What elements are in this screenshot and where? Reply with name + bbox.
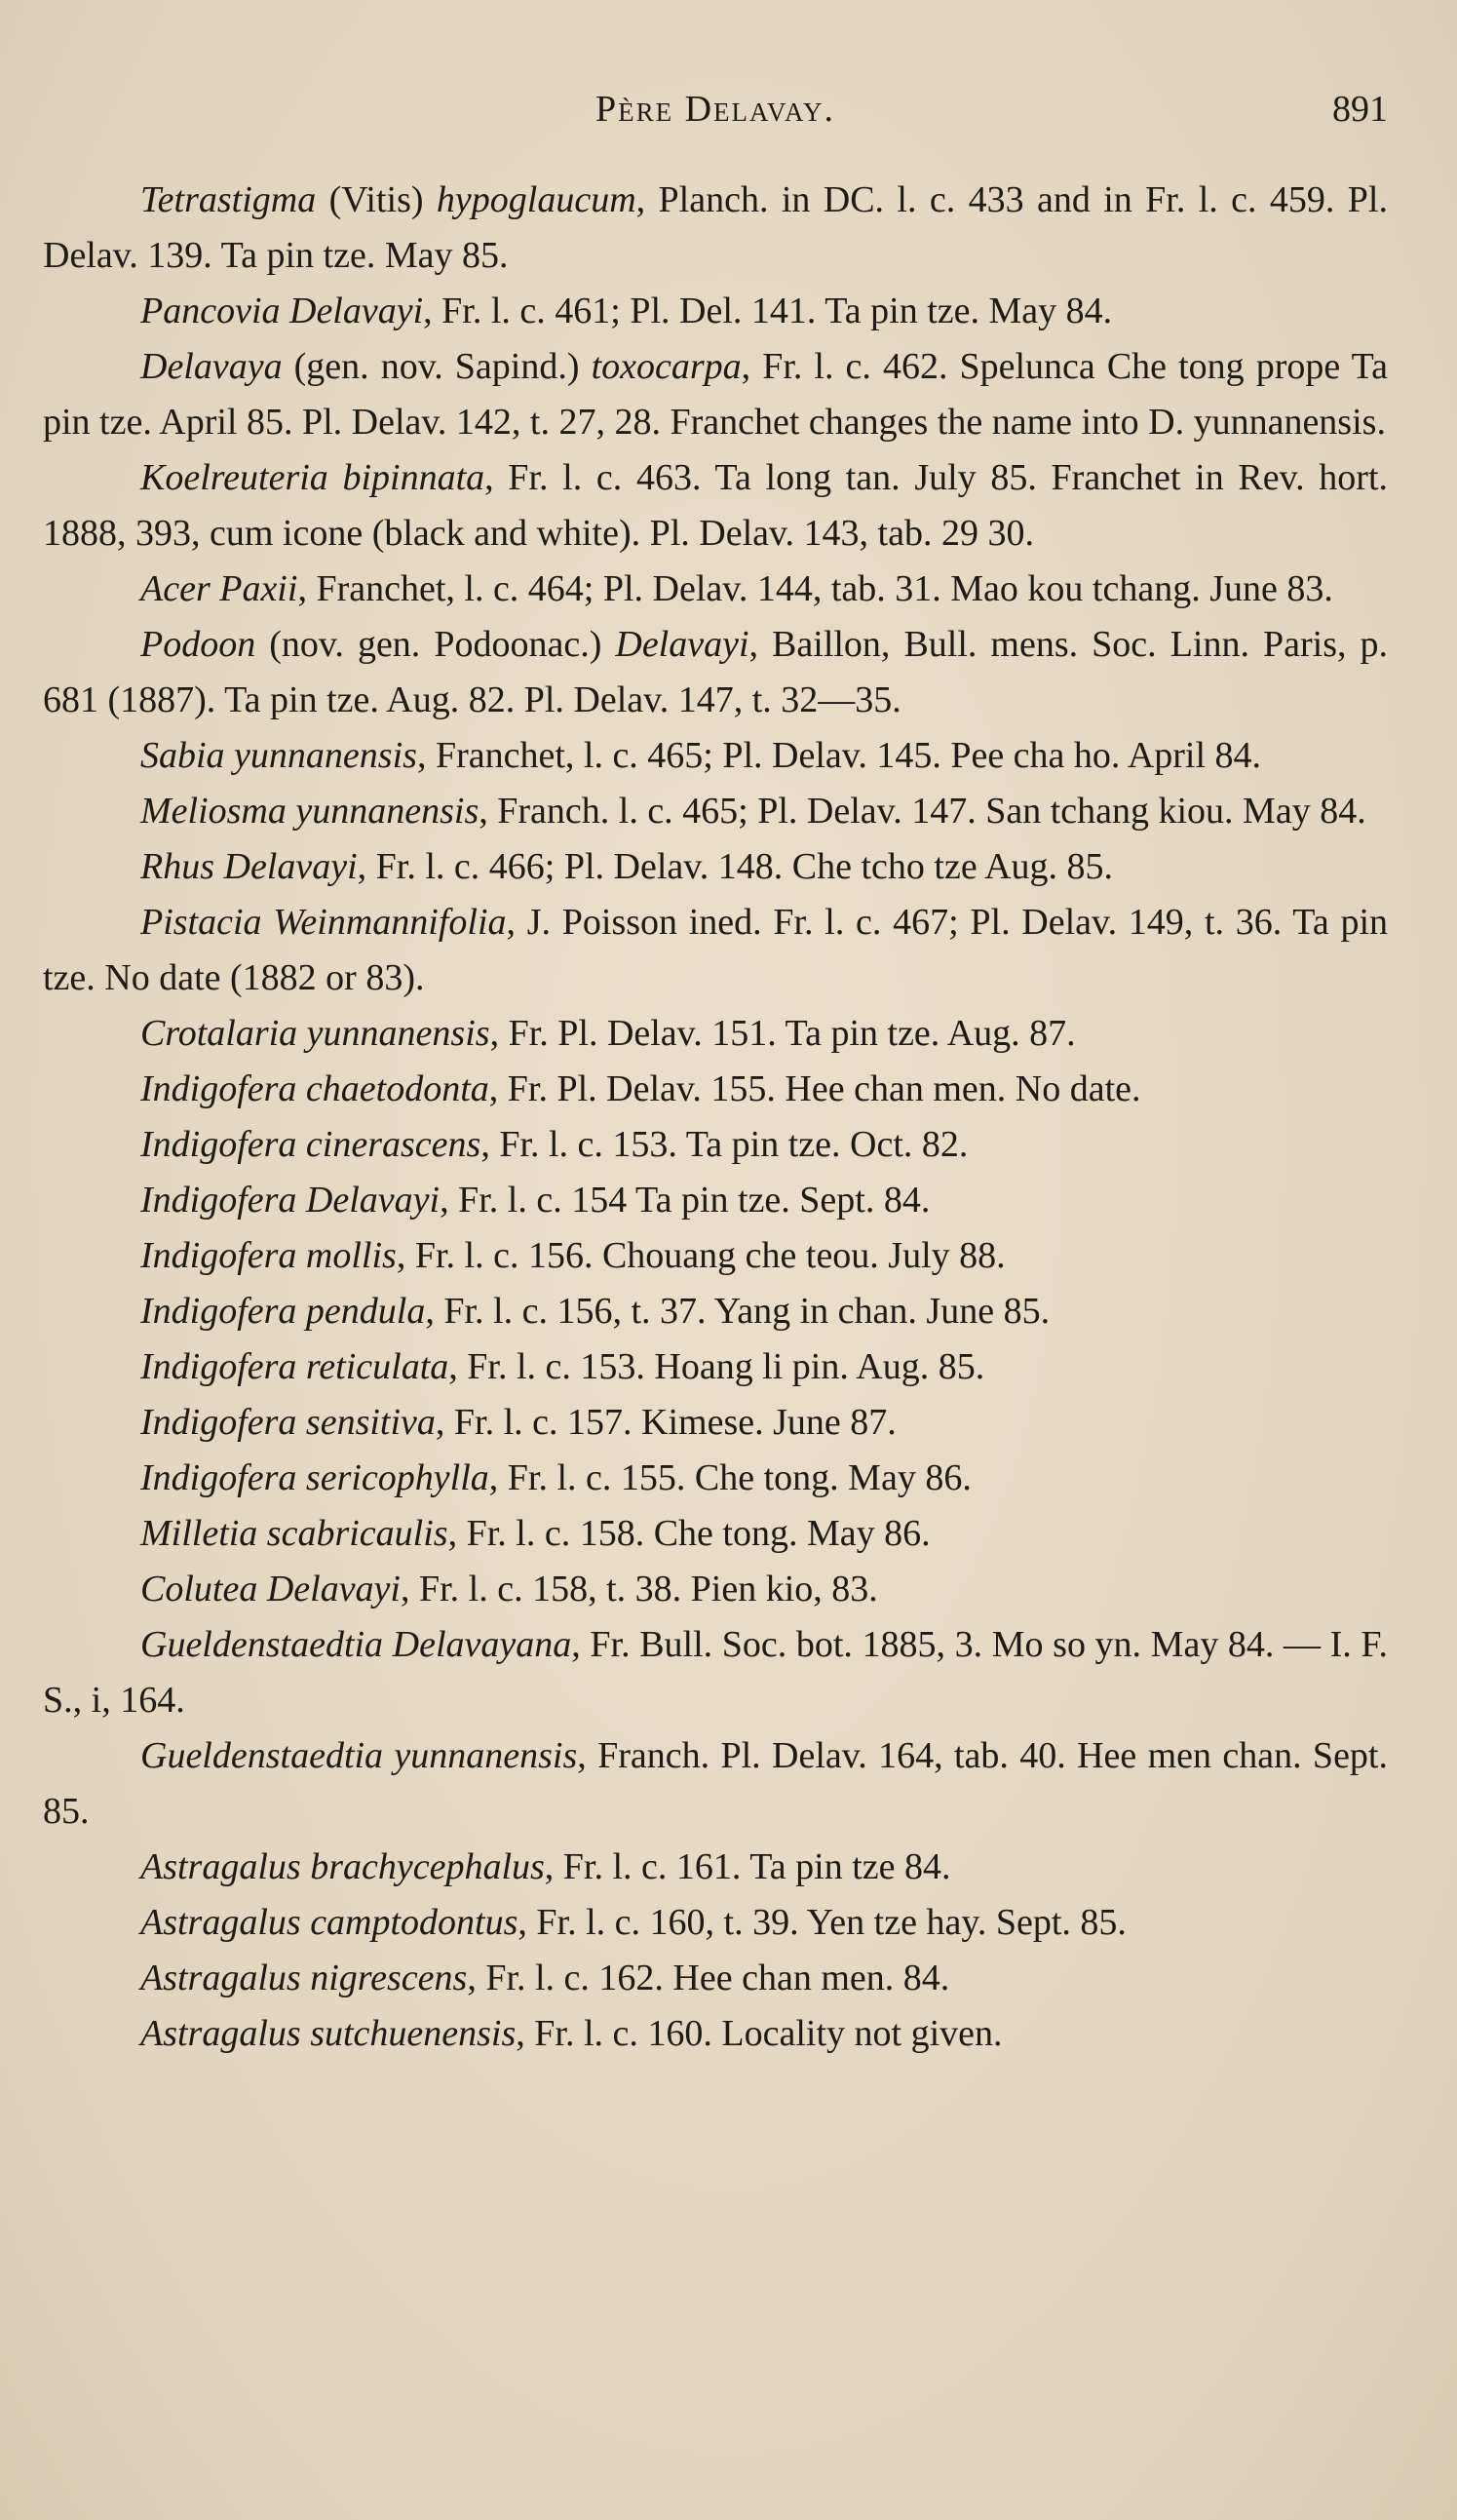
taxon-name: Indigofera reticulata [140,1346,449,1387]
citation-text: , Fr. Pl. Delav. 155. Hee chan men. No date. [488,1068,1141,1109]
species-entry [43,617,1388,728]
taxon-name: Pistacia Weinmannifolia [140,902,507,943]
taxon-note: (gen. nov. Sapind.) [282,346,592,387]
taxon-name: Indigofera chaetodonta [140,1068,489,1109]
species-entry [43,450,1388,562]
citation-text: , Baillon, Bull. mens. Soc. Linn. Paris, p. 681 (1887). Ta pin tze. Aug. 82. Pl. Delav. 147, t. 32—35. [43,624,1388,720]
taxon-name: Astragalus nigrescens [140,1958,468,1998]
taxon-name: Astragalus camptodontus [140,1902,518,1943]
citation-text: , Fr. l. c. 156, t. 37. Yang in chan. June 85. [425,1291,1051,1332]
taxon-name: Delavaya [140,346,283,387]
citation-text: , Franchet, l. c. 464; Pl. Delav. 144, tab. 31. Mao kou tchang. June 83. [297,568,1333,609]
taxon-name: Pancovia Delavayi [140,291,424,331]
citation-text: , Fr. l. c. 155. Che tong. May 86. [488,1457,972,1498]
citation-text: , Fr. l. c. 153. Ta pin tze. Oct. 82. [480,1124,969,1165]
species-epithet: hypoglaucum [436,179,636,220]
species-entry [43,839,1388,895]
species-entry [43,339,1388,450]
species-entry [43,1228,1388,1284]
taxon-name: Astragalus sutchuenensis [140,2013,517,2054]
species-entry [43,1117,1388,1173]
taxon-note: (Vitis) [316,179,437,220]
taxon-name: Indigofera sericophylla [140,1457,489,1498]
citation-text: , Fr. l. c. 154 Ta pin tze. Sept. 84. [440,1180,931,1221]
citation-text: , Fr. l. c. 153. Hoang li pin. Aug. 85. [448,1346,985,1387]
taxon-name: Milletia scabricaulis [140,1513,448,1554]
taxon-name: Indigofera sensitiva [140,1402,436,1443]
species-entry [43,284,1388,339]
citation-text: , Fr. l. c. 461; Pl. Del. 141. Ta pin tze. May 84. [423,291,1113,331]
species-epithet: toxocarpa [591,346,742,387]
citation-text: , Fr. l. c. 162. Hee chan men. 84. [467,1958,950,1998]
citation-text: , Fr. l. c. 161. Ta pin tze 84. [544,1846,951,1887]
taxon-name: Astragalus brachycephalus [140,1846,545,1887]
citation-text: , Fr. l. c. 158, t. 38. Pien kio, 83. [400,1569,878,1609]
citation-text: , Fr. l. c. 157. Kimese. June 87. [435,1402,897,1443]
taxon-name: Indigofera Delavayi [140,1180,441,1221]
taxon-name: Gueldenstaedtia yunnanensis [140,1735,578,1776]
citation-text: , Fr. l. c. 160, t. 39. Yen tze hay. Sept. 85. [518,1902,1127,1943]
citation-text: , Fr. l. c. 156. Chouang che teou. July 88. [396,1235,1006,1276]
taxon-name: Acer Paxii [140,568,298,609]
species-entry [43,2006,1388,2062]
species-entry [43,1062,1388,1117]
taxon-name: Koelreuteria bipinnata [140,457,485,498]
species-entry [43,895,1388,1006]
taxon-note: (nov. gen. Podoonac.) [255,624,616,665]
citation-text: , Fr. l. c. 158. Che tong. May 86. [447,1513,931,1554]
running-title: Père Delavay. [594,89,836,130]
citation-text: , J. Poisson ined. Fr. l. c. 467; Pl. Delav. 149, t. 36. Ta pin tze. No date (1882 or 83). [43,902,1388,998]
taxon-name: Rhus Delavayi [140,846,358,887]
citation-text: , Fr. l. c. 160. Locality not given. [516,2013,1003,2054]
page-number: 891 [1332,89,1388,130]
species-entry [43,1728,1388,1840]
species-entry [43,1895,1388,1951]
taxon-name: Meliosma yunnanensis [140,791,479,832]
species-entry [43,1840,1388,1895]
species-entry [43,1395,1388,1451]
species-entry [43,1284,1388,1339]
page-header [43,88,1388,136]
taxon-name: Podoon [140,624,256,665]
species-entry [43,1506,1388,1562]
taxon-name: Tetrastigma [140,179,317,220]
species-entry [43,562,1388,617]
citation-text: , Fr. l. c. 466; Pl. Delav. 148. Che tcho tze Aug. 85. [357,846,1114,887]
species-entry [43,173,1388,284]
species-entry [43,1339,1388,1395]
species-entry [43,1006,1388,1062]
citation-text: , Franch. l. c. 465; Pl. Delav. 147. San tchang kiou. May 84. [479,791,1366,832]
taxon-name: Crotalaria yunnanensis [140,1013,490,1054]
species-list [43,173,1388,2062]
citation-text: , Fr. l. c. 462. Spelunca Che tong prope Ta pin tze. April 85. Pl. Delav. 142, t. 27, 28. Franchet changes the name into D. yunnanensis. [43,346,1388,443]
taxon-name: Colutea Delavayi [140,1569,401,1609]
citation-text: , Franchet, l. c. 465; Pl. Delav. 145. Pee cha ho. April 84. [416,735,1262,776]
taxon-name: Indigofera pendula [140,1291,426,1332]
species-entry [43,1562,1388,1617]
species-entry [43,728,1388,784]
citation-text: , Fr. l. c. 463. Ta long tan. July 85. Franchet in Rev. hort. 1888, 393, cum icone (black and white). Pl. Delav. 143, tab. 29 30. [43,457,1388,554]
citation-text: , Planch. in DC. l. c. 433 and in Fr. l. c. 459. Pl. Delav. 139. Ta pin tze. May 85. [43,179,1388,276]
taxon-name: Sabia yunnanensis [140,735,417,776]
citation-text: , Fr. Bull. Soc. bot. 1885, 3. Mo so yn. May 84. — I. F. S., i, 164. [43,1624,1388,1721]
taxon-name: Gueldenstaedtia Delavayana [140,1624,572,1665]
species-entry [43,1173,1388,1228]
species-entry [43,1951,1388,2006]
citation-text: , Fr. Pl. Delav. 151. Ta pin tze. Aug. 87. [489,1013,1076,1054]
species-entry [43,784,1388,839]
taxon-name: Indigofera mollis [140,1235,397,1276]
species-entry [43,1451,1388,1506]
species-epithet: Delavayi [615,624,749,665]
taxon-name: Indigofera cinerascens [140,1124,481,1165]
citation-text: , Franch. Pl. Delav. 164, tab. 40. Hee men chan. Sept. 85. [43,1735,1388,1832]
species-entry [43,1617,1388,1728]
